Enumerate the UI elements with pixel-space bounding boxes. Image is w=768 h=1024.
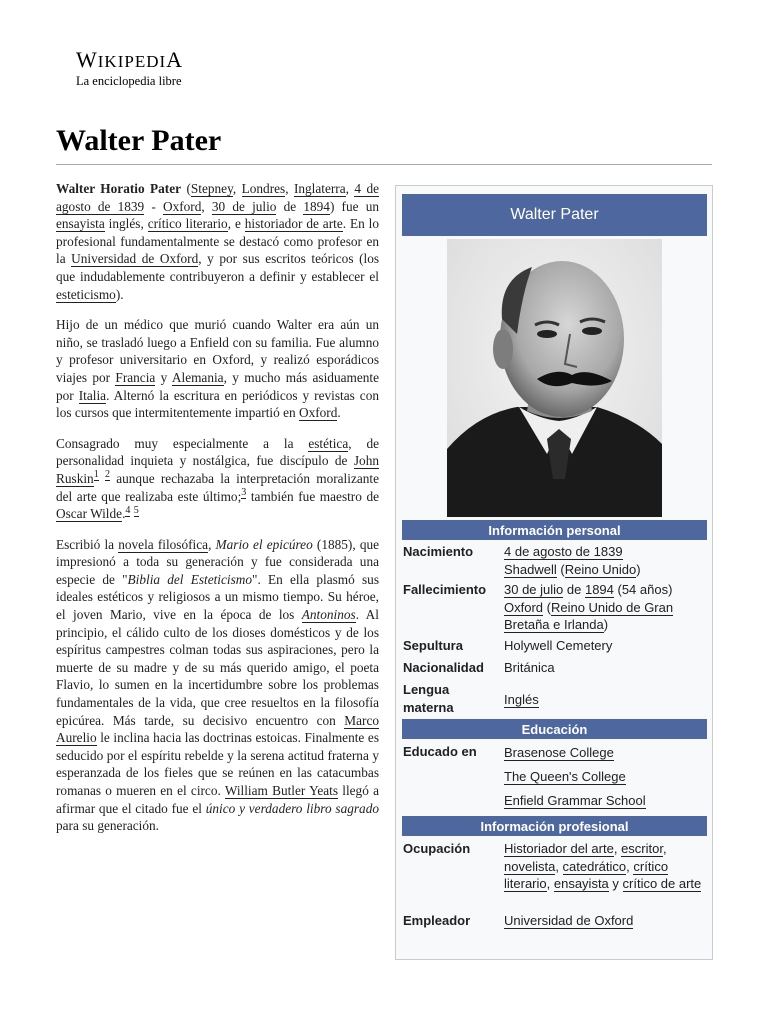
- link-ensayista[interactable]: ensayista: [56, 216, 105, 232]
- section-personal-info: Información personal: [402, 520, 707, 540]
- quote-biblia: Biblia del Esteticismo: [127, 571, 253, 587]
- value-ocupacion: Historiador del arte, escritor, novelista, catedrático, crítico literario, ensayista y crítico de arte: [504, 841, 702, 891]
- paragraph-works: Escribió la novela filosófica, Mario el epicúreo (1885), que impresionó a toda su generación y fue considerada una especie de "Biblia del Esteticismo". En ella plasmó sus ideales estéticos y religiosos a un mismo tiempo. Su héroe, el joven Mario, vive en la época de los Antoninos. Al principio, el cálido culto de los dioses domésticos y de los espíritus campestres colman todas sus aspiraciones, pero la muerte de su madre y de su más querido amigo, el poeta Flavio, lo sumen en la incertidumbre sobre los problemas fundamentales de la vida, que cree resueltos en la filosofía epicúrea. Más tarde, su decisivo encuentro con Marco Aurelio le inclina hacia las doctrinas estoicas. Finalmente es seducido por el espíritu rebelde y la serena actitud fraterna y esperanzada de los fieles que se reúnen en las catacumbas romanas o mueren en el circo. William Butler Yeats llegó a afirmar que el citado fue el único y verdadero libro sagrado para su generación.: [56, 536, 380, 834]
- link-enfield-grammar-school[interactable]: Enfield Grammar School: [504, 793, 646, 808]
- label-ocupacion: Ocupación: [403, 841, 471, 856]
- label-empleador: Empleador: [403, 913, 471, 928]
- quote-unico: único y verdadero libro sagrado: [205, 800, 379, 816]
- section-education: Educación: [402, 719, 707, 739]
- title-divider: [56, 164, 712, 165]
- link-critico-de-arte[interactable]: crítico de arte: [622, 876, 702, 891]
- reference-4[interactable]: 4: [125, 504, 131, 516]
- value-lengua-materna: [504, 691, 704, 709]
- paragraph-aesthetics: Consagrado muy especialmente a la estética, de personalidad inquieta y nostálgica, fue discípulo de John Ruskin$^1$ $^2$ aunque rechazaba la interpretación moralizante del arte que realizaba este último;$^3$ también fue maestro de Oscar Wilde.$^4$ $^5$: [56, 435, 380, 522]
- link-oscar-wilde[interactable]: Oscar Wilde: [56, 506, 123, 522]
- link-ingles[interactable]: Inglés: [504, 692, 539, 707]
- link-john-ruskin[interactable]: John Ruskin: [56, 453, 379, 486]
- value-educado-3: [504, 792, 704, 810]
- value-educado-1: [504, 744, 704, 762]
- link-escritor[interactable]: escritor: [621, 841, 663, 856]
- work-title-mario: Mario el epicúreo: [215, 536, 313, 552]
- link-death-year[interactable]: 1894: [303, 198, 330, 214]
- link-birth-date-infobox[interactable]: 4 de agosto de 1839: [504, 544, 623, 559]
- infobox: [395, 185, 713, 960]
- link-oxford-2[interactable]: Oxford: [298, 405, 338, 421]
- link-universidad-oxford-infobox[interactable]: Universidad de Oxford: [504, 913, 634, 928]
- link-novela-filosofica[interactable]: novela filosófica: [118, 536, 209, 552]
- wikipedia-wordmark: WIKIPEDIA: [76, 47, 184, 72]
- label-educado-en: Educado en: [403, 744, 477, 759]
- label-nacimiento: Nacimiento: [403, 544, 474, 559]
- link-catedratico[interactable]: catedrático: [562, 858, 627, 874]
- article-body: [56, 180, 379, 848]
- label-lengua-materna: Lengua materna: [403, 682, 454, 715]
- link-stepney[interactable]: Stepney: [190, 181, 233, 196]
- reference-1[interactable]: 1: [93, 469, 99, 481]
- reference-2[interactable]: 2: [104, 469, 110, 481]
- value-nacimiento: 4 de agosto de 1839 Shadwell (Reino Unido): [504, 544, 641, 577]
- section-professional-info: Información profesional: [402, 816, 707, 836]
- wikipedia-logo[interactable]: [76, 48, 183, 89]
- link-universidad-oxford[interactable]: Universidad de Oxford: [71, 251, 199, 267]
- paragraph-life: Hijo de un médico que murió cuando Walter era aún un niño, se trasladó luego a Enfield con su familia. Fue alumno y profesor universitario en Oxford, y realizó esporádicos viajes por Francia y Alemania, y mucho más asiduamente por Italia. Alternó la escritura en periódicos y revistas con los cursos que intermitentemente impartió en Oxford.: [56, 317, 379, 421]
- link-alemania[interactable]: Alemania: [171, 369, 224, 385]
- label-sepultura: Sepultura: [403, 638, 463, 653]
- value-fallecimiento: 30 de julio de 1894 (54 años) Oxford (Reino Unido de Gran Bretaña e Irlanda): [504, 582, 674, 632]
- link-marco-aurelio[interactable]: Marco Aurelio: [56, 712, 379, 746]
- link-francia[interactable]: Francia: [115, 369, 156, 385]
- link-yeats[interactable]: William Butler Yeats: [224, 783, 339, 798]
- link-reino-unido[interactable]: Reino Unido: [564, 561, 637, 577]
- reference-3[interactable]: 3: [241, 487, 247, 499]
- infobox-title: Walter Pater: [402, 194, 707, 236]
- link-death-day-infobox[interactable]: 30 de julio: [504, 582, 564, 597]
- link-antoninos[interactable]: Antoninos: [301, 607, 356, 623]
- link-critico-literario-infobox[interactable]: crítico literario: [504, 858, 669, 891]
- link-londres[interactable]: Londres: [241, 181, 286, 196]
- label-fallecimiento: Fallecimiento: [403, 582, 487, 597]
- link-esteticismo[interactable]: esteticismo: [56, 286, 116, 302]
- link-estetica[interactable]: estética: [308, 435, 349, 451]
- link-birth-date[interactable]: 4 de agosto de 1839: [56, 181, 380, 214]
- paragraph-intro: Walter Horatio Pater (Stepney, Londres, Inglaterra, 4 de agosto de 1839 - Oxford, 30 de julio de 1894) fue un ensayista inglés, crítico literario, e historiador de arte. En lo profesional fundamentalmente se destacó como profesor en la Universidad de Oxford, y por sus escritos teóricos (los que indudablemente contribuyeron a definir y establecer el esteticismo).: [56, 181, 380, 302]
- link-death-year-infobox[interactable]: 1894: [584, 582, 614, 597]
- link-novelista[interactable]: novelista: [504, 858, 556, 874]
- link-ensayista-infobox[interactable]: ensayista: [553, 876, 609, 891]
- link-death-day[interactable]: 30 de julio: [211, 198, 277, 214]
- link-historiador-de-arte[interactable]: historiador de arte: [244, 216, 343, 232]
- value-nacionalidad: Británica: [504, 660, 555, 675]
- portrait-image[interactable]: [447, 239, 662, 517]
- value-empleador: [504, 912, 704, 930]
- link-oxford[interactable]: Oxford: [162, 198, 202, 214]
- link-shadwell[interactable]: Shadwell: [504, 561, 557, 577]
- reference-5[interactable]: 5: [133, 504, 139, 516]
- page-title: Walter Pater: [56, 124, 222, 157]
- label-nacionalidad: Nacionalidad: [403, 660, 484, 675]
- link-italia[interactable]: Italia: [78, 387, 107, 403]
- link-historiador-del-arte[interactable]: Historiador del arte: [504, 841, 614, 856]
- link-oxford-infobox[interactable]: Oxford: [504, 599, 544, 615]
- link-queens-college[interactable]: The Queen's College: [504, 769, 626, 784]
- link-critico-literario[interactable]: crítico literario: [147, 216, 228, 232]
- link-reino-unido-gran-bretana[interactable]: Reino Unido de Gran Bretaña e Irlanda: [504, 599, 674, 632]
- link-brasenose-college[interactable]: Brasenose College: [504, 745, 614, 760]
- value-sepultura: Holywell Cemetery: [504, 638, 613, 653]
- value-educado-2: [504, 768, 704, 786]
- wikipedia-tagline: La enciclopedia libre: [76, 74, 182, 88]
- subject-name: Walter Horatio Pater: [56, 181, 182, 196]
- link-inglaterra[interactable]: Inglaterra: [293, 181, 346, 196]
